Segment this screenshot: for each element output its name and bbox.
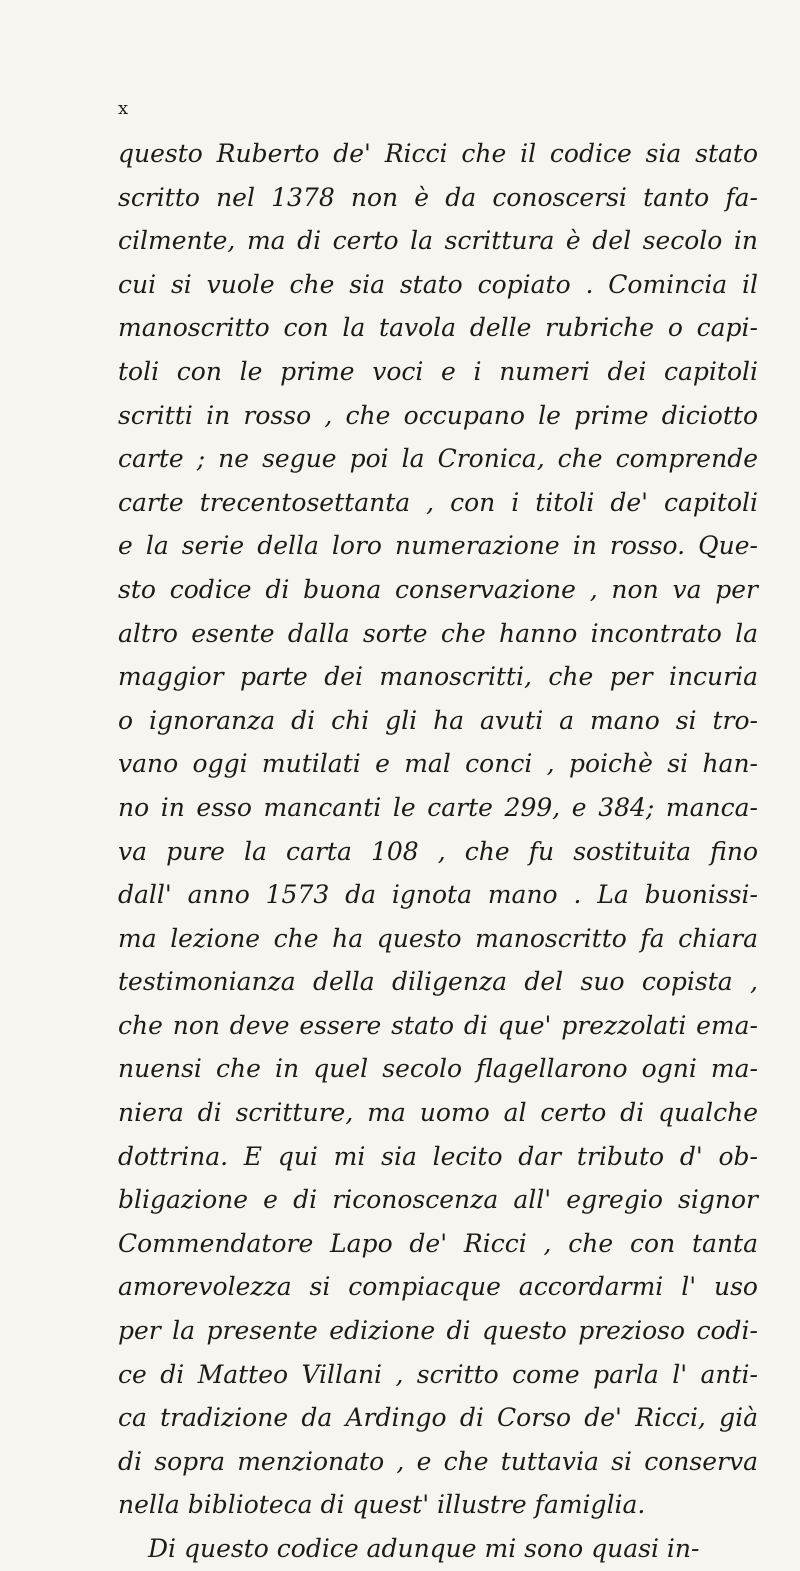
- text-line: nella biblioteca di quest' illustre famiglia.: [118, 1490, 646, 1520]
- text-line: no in esso mancanti le carte 299, e 384; manca-: [118, 792, 758, 822]
- text-line: Di questo codice adunque mi sono quasi in-: [148, 1534, 700, 1563]
- text-line: cilmente, ma di certo la scrittura è del secolo in: [118, 226, 758, 256]
- text-line: sto codice di buona conservazione , non va per: [118, 574, 758, 604]
- text-line: Commendatore Lapo de' Ricci , che con tanta: [118, 1228, 758, 1258]
- text-line: va pure la carta 108 , che fu sostituita fino: [118, 836, 758, 866]
- text-line: carte ; ne segue poi la Cronica, che comprende: [118, 444, 758, 474]
- text-line: questo Ruberto de' Ricci che il codice sia stato: [118, 139, 758, 168]
- text-line: per la presente edizione di questo prezioso codi-: [118, 1316, 758, 1346]
- text-line: niera di scritture, ma uomo al certo di qualche: [118, 1098, 758, 1128]
- text-line: toli con le prime voci e i numeri dei capitoli: [118, 356, 758, 386]
- text-line: maggior parte dei manoscritti, che per incuria: [118, 662, 758, 692]
- text-line: e la serie della loro numerazione in rosso. Que-: [118, 531, 758, 561]
- text-line: scritti in rosso , che occupano le prime diciotto: [118, 400, 758, 430]
- text-line: amorevolezza si compiacque accordarmi l' uso: [118, 1272, 758, 1302]
- body-text: [118, 132, 758, 1571]
- text-line: altro esente dalla sorte che hanno incontrato la: [118, 618, 758, 648]
- text-line: cui si vuole che sia stato copiato . Comincia il: [118, 269, 758, 299]
- text-line: vano oggi mutilati e mal conci , poichè si han-: [118, 749, 758, 779]
- text-line: o ignoranza di chi gli ha avuti a mano si tro-: [118, 705, 758, 735]
- text-line: dottrina. E qui mi sia lecito dar tributo d' ob-: [118, 1141, 758, 1171]
- text-line: bligazione e di riconoscenza all' egregio signor: [118, 1185, 758, 1215]
- text-line: di sopra menzionato , e che tuttavia si conserva: [118, 1446, 758, 1476]
- text-line: che non deve essere stato di que' prezzolati ema-: [118, 1010, 758, 1040]
- text-line: ma lezione che ha questo manoscritto fa chiara: [118, 923, 758, 953]
- text-line: carte trecentosettanta , con i titoli de' capitoli: [118, 487, 758, 517]
- text-line: dall' anno 1573 da ignota mano . La buonissi-: [118, 880, 758, 910]
- text-line: manoscritto con la tavola delle rubriche o capi-: [118, 313, 758, 343]
- text-line: testimonianza della diligenza del suo copista ,: [118, 967, 758, 997]
- text-line: nuensi che in quel secolo flagellarono ogni ma-: [118, 1054, 758, 1084]
- text-line: scritto nel 1378 non è da conoscersi tanto fa-: [118, 182, 758, 212]
- page-number: x: [118, 98, 129, 119]
- text-line: ca tradizione da Ardingo di Corso de' Ricci, già: [118, 1403, 758, 1433]
- text-line: ce di Matteo Villani , scritto come parla l' anti-: [118, 1359, 758, 1389]
